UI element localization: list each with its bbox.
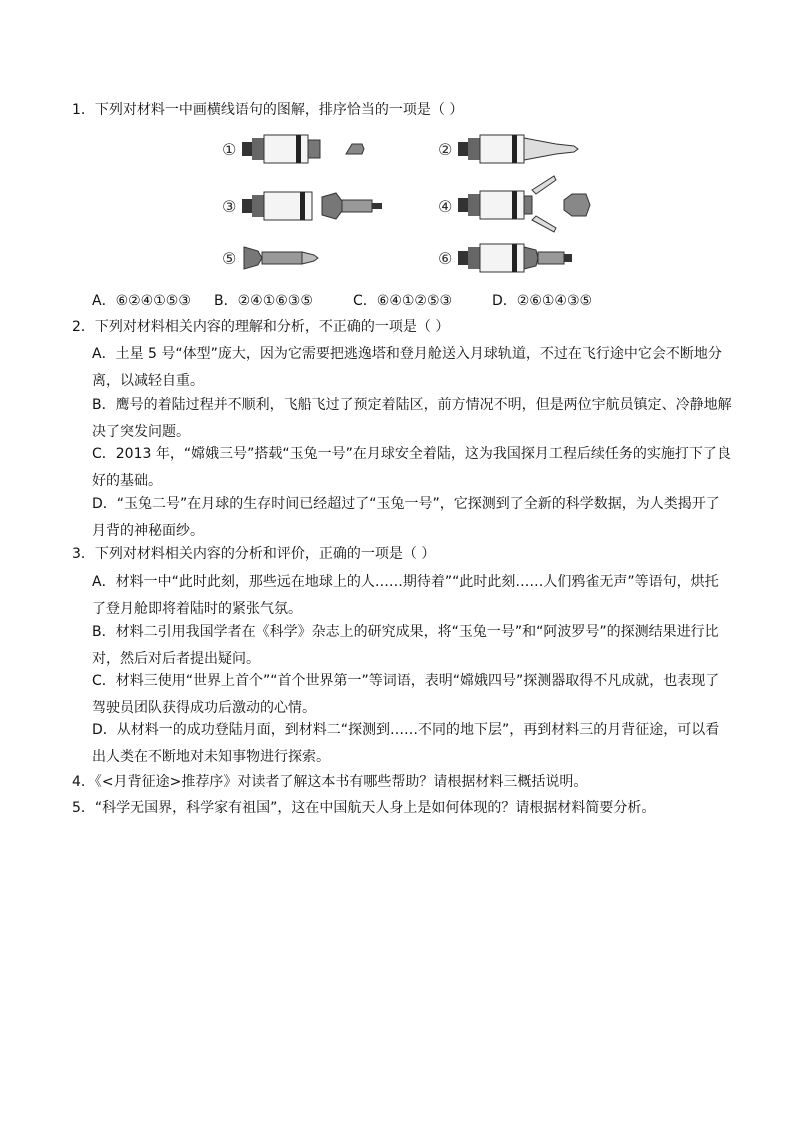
q3-option-d[interactable]: D．从材料一的成功登陆月面，到材料二“探测到……不同的地下层”，再到材料三的月背征途，可以看出人类在不断地对未知事物进行探索。 [92,722,720,765]
figure-label-1: ① [222,140,237,159]
stage-diagram-2 [456,132,586,166]
figure-label-6: ⑥ [438,249,453,268]
q2-option-c[interactable]: C．2013 年，“嫦娥三号”搭载“玉兔一号”在月球安全着陆，这为我国探月工程后续任务的实施打下了良好的基础。 [92,446,731,489]
figure-label-5: ⑤ [222,249,237,268]
q3-option-c[interactable]: C．材料三使用“世界上首个”“首个世界第一”等词语，表明“嫦娥四号”探测器取得不凡成就，也表现了驾驶员团队获得成功后激动的心情。 [92,673,720,716]
stage-diagram-3 [240,189,390,223]
stage-diagram-4 [456,170,596,236]
figure-label-3: ③ [222,197,237,216]
question-4-stem: 4．《<月背征途>推荐序》对读者了解这本书有哪些帮助？请根据材料三概括说明。 [72,774,588,790]
q1-option-b[interactable]: B．②④①⑥③⑤ [214,293,313,309]
stage-diagram-1 [240,132,380,166]
question-3-stem: 3．下列对材料相关内容的分析和评价，正确的一项是（ ） [72,546,436,562]
q3-option-b[interactable]: B．材料二引用我国学者在《科学》杂志上的研究成果，将“玉兔一号”和“阿波罗号”的探测结果进行比对，然后对后者提出疑问。 [92,624,719,667]
q3-option-a[interactable]: A．材料一中“此时此刻，那些远在地球上的人……期待着”“此时此刻……人们鸦雀无声”等语句，烘托了登月舱即将着陆时的紧张气氛。 [92,574,719,617]
figure-label-2: ② [438,140,453,159]
q1-option-d[interactable]: D．②⑥①④③⑤ [492,293,593,309]
q1-option-a[interactable]: A．⑥②④①⑤③ [92,293,191,309]
question-2-stem: 2．下列对材料相关内容的理解和分析，不正确的一项是（ ） [72,319,450,335]
q2-option-d[interactable]: D．“玉兔二号”在月球的生存时间已经超过了“玉兔一号”，它探测到了全新的科学数据，为人类揭开了月背的神秘面纱。 [92,496,720,539]
q2-option-a[interactable]: A．土星 5 号“体型”庞大，因为它需要把逃逸塔和登月舱送入月球轨道，不过在飞行途中它会不断地分离，以减轻自重。 [92,346,722,389]
q1-option-c[interactable]: C．⑥④①②⑤③ [353,293,453,309]
q2-option-b[interactable]: B．鹰号的着陆过程并不顺利，飞船飞过了预定着陆区，前方情况不明，但是两位宇航员镇定、冷静地解决了突发问题。 [92,397,732,440]
stage-diagram-6 [456,241,586,275]
figure-label-4: ④ [438,197,453,216]
question-1-stem: 1．下列对材料一中画横线语句的图解，排序恰当的一项是（ ） [72,102,464,118]
question-5-stem: 5．“科学无国界，科学家有祖国”，这在中国航天人身上是如何体现的？请根据材料简要分析。 [72,800,656,816]
stage-diagram-5 [240,241,330,275]
